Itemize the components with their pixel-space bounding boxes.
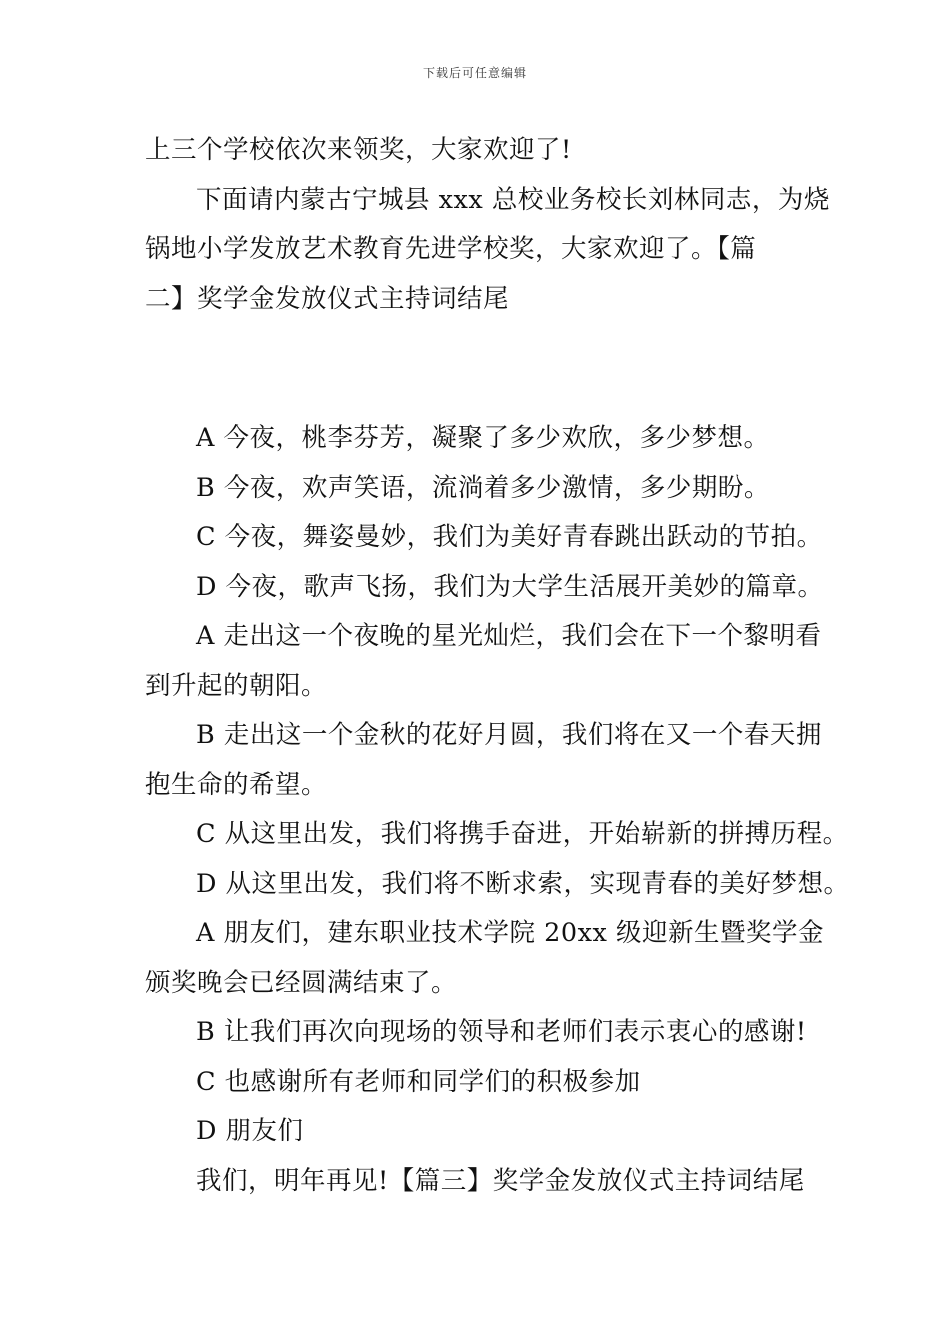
page-header: 下载后可任意编辑 (422, 66, 527, 80)
dialogue-line: A 走出这一个夜晚的星光灿烂，我们会在下一个黎明看 (196, 621, 822, 651)
dialogue-line: C 今夜，舞姿曼妙，我们为美好青春跳出跃动的节拍。 (196, 522, 823, 552)
dialogue-line: C 从这里出发，我们将携手奋进，开始崭新的拼搏历程。 (196, 819, 849, 849)
paragraph-line: 二】奖学金发放仪式主持词结尾 (145, 283, 510, 314)
dialogue-line: A 朋友们，建东职业技术学院 20xx 级迎新生暨奖学金 (196, 918, 824, 948)
dialogue-line: D 从这里出发，我们将不断求索，实现青春的美好梦想。 (196, 868, 850, 899)
dialogue-line: D 朋友们 (196, 1116, 304, 1146)
dialogue-line: 抱生命的希望。 (145, 769, 328, 800)
paragraph-line: 锅地小学发放艺术教育先进学校奖，大家欢迎了。【篇 (145, 234, 757, 264)
dialogue-line: B 今夜，欢声笑语，流淌着多少激情，多少期盼。 (196, 472, 770, 503)
dialogue-line: C 也感谢所有老师和同学们的积极参加 (196, 1066, 641, 1097)
paragraph-line: 下面请内蒙古宁城县 xxx 总校业务校长刘林同志，为烧 (196, 184, 830, 215)
dialogue-line: D 今夜，歌声飞扬，我们为大学生活展开美妙的篇章。 (196, 571, 824, 602)
document-body (145, 126, 850, 1206)
dialogue-line: B 让我们再次向现场的领导和老师们表示衷心的感谢! (196, 1017, 807, 1047)
dialogue-line: A 今夜，桃李芬芳，凝聚了多少欢欣，多少梦想。 (196, 423, 770, 453)
paragraph-line: 上三个学校依次来领奖，大家欢迎了! (145, 135, 572, 165)
dialogue-line: 颁奖晚会已经圆满结束了。 (145, 967, 458, 998)
dialogue-line: 到升起的朝阳。 (145, 670, 328, 701)
dialogue-line: 我们，明年再见!【篇三】奖学金发放仪式主持词结尾 (196, 1165, 805, 1196)
dialogue-line: B 走出这一个金秋的花好月圆，我们将在又一个春天拥 (196, 720, 822, 750)
blank-spacer (145, 324, 815, 414)
